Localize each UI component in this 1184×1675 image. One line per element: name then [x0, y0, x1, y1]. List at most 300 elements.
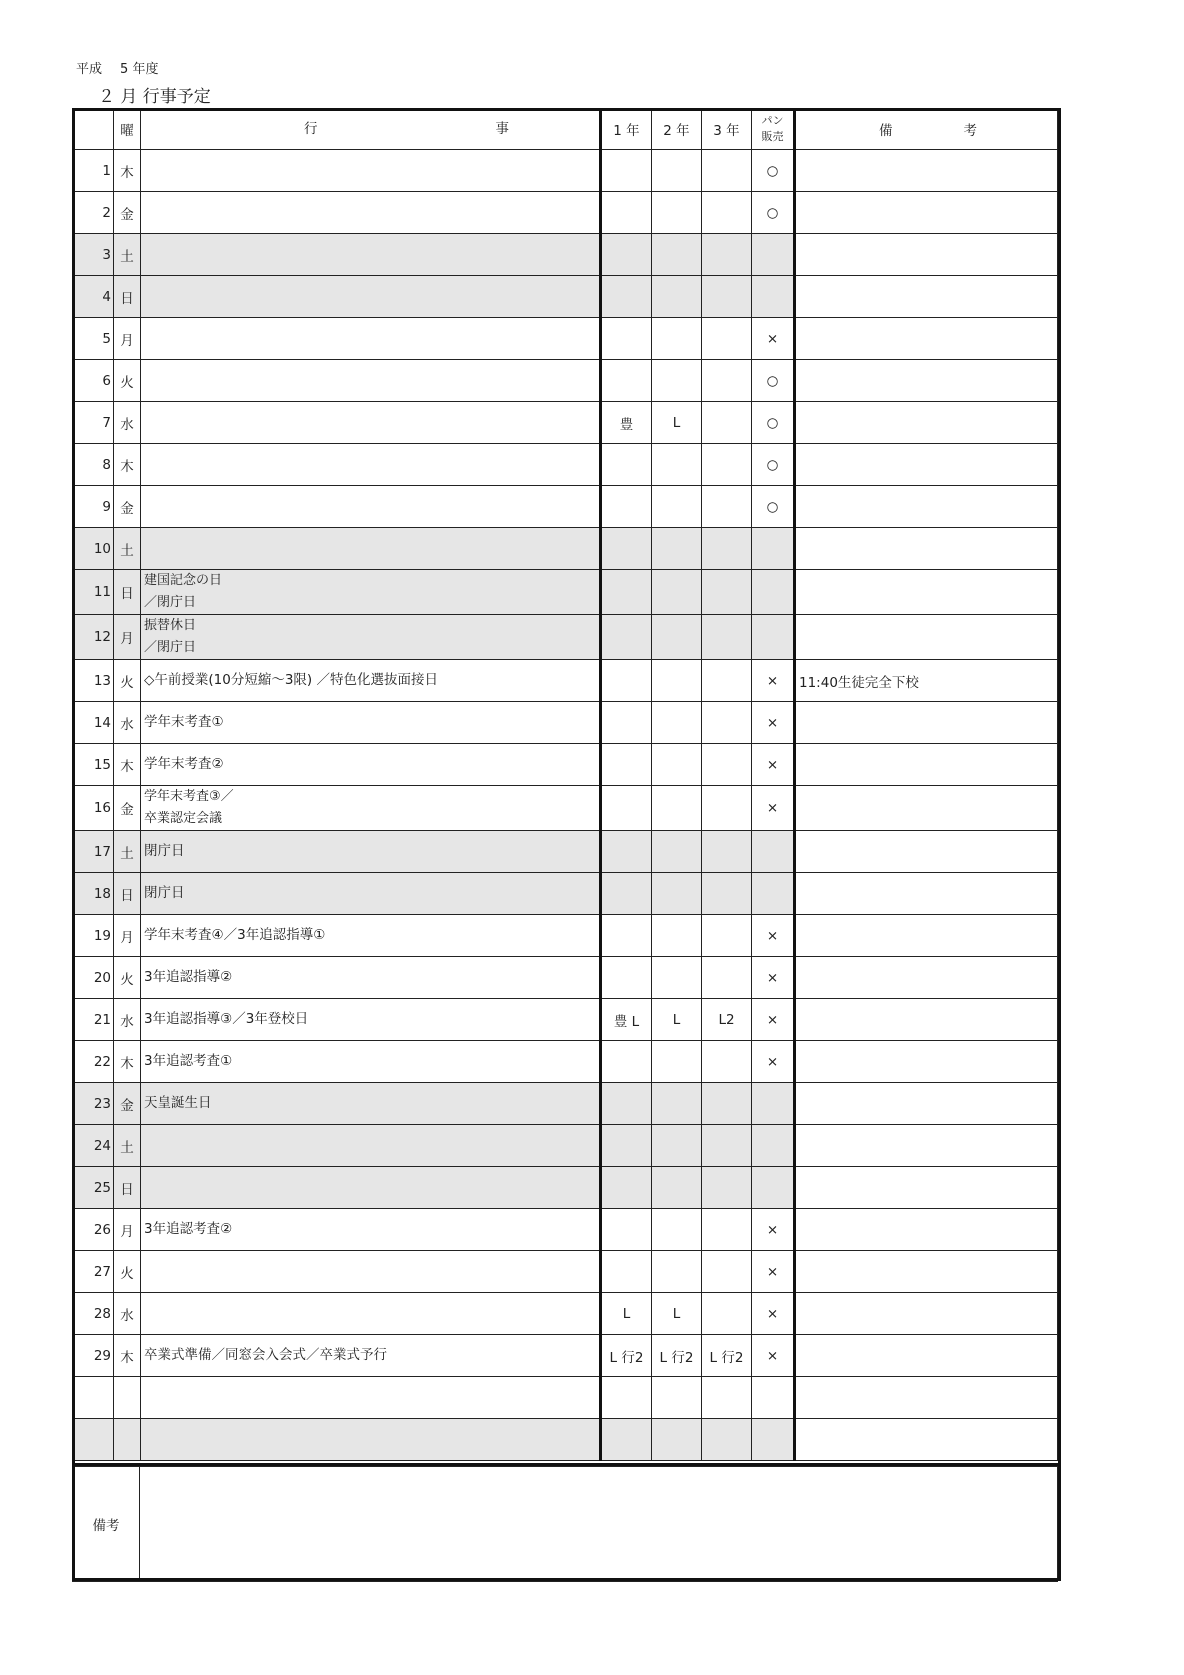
note-cell[interactable] [795, 1377, 1058, 1419]
pan-cell[interactable]: ○ [752, 150, 795, 192]
year2-cell[interactable] [652, 1083, 702, 1125]
note-cell[interactable]: 11:40生徒完全下校 [795, 660, 1058, 702]
weekday-cell[interactable]: 日 [114, 873, 141, 915]
year2-cell[interactable] [652, 786, 702, 831]
year1-cell[interactable] [601, 744, 652, 786]
event-line: 卒業認定会議 [144, 811, 223, 826]
weekday-cell[interactable]: 日 [114, 570, 141, 615]
year1-cell[interactable] [601, 1167, 652, 1209]
year2-cell[interactable] [652, 915, 702, 957]
pan-cell[interactable] [752, 1377, 795, 1419]
weekday-cell[interactable]: 木 [114, 744, 141, 786]
year2-header: 2 年 [652, 109, 702, 150]
day-cell[interactable]: 24 [73, 1125, 114, 1167]
year1-cell[interactable] [601, 702, 652, 744]
note-cell[interactable] [795, 615, 1058, 660]
year2-cell[interactable]: L 行2 [652, 1335, 702, 1377]
note-cell[interactable] [795, 831, 1058, 873]
event-line: ／閉庁日 [144, 640, 197, 655]
table-row [73, 1041, 1058, 1083]
day-cell[interactable]: 27 [73, 1251, 114, 1293]
weekday-cell[interactable]: 金 [114, 786, 141, 831]
day-cell[interactable]: 29 [73, 1335, 114, 1377]
remarks-content[interactable] [140, 1467, 1058, 1582]
year1-cell[interactable] [601, 786, 652, 831]
event-cell[interactable] [141, 1293, 601, 1335]
year2-cell[interactable]: L [652, 999, 702, 1041]
year3-cell[interactable]: L2 [702, 999, 752, 1041]
fiscal-year [76, 58, 158, 77]
note-header-b: 考 [963, 123, 977, 139]
day-cell[interactable]: 4 [73, 276, 114, 318]
table-row [73, 873, 1058, 915]
pan-cell[interactable]: × [752, 957, 795, 999]
pan-cell[interactable]: × [752, 702, 795, 744]
day-cell[interactable]: 26 [73, 1209, 114, 1251]
year1-cell[interactable] [601, 444, 652, 486]
table-row [73, 1251, 1058, 1293]
year2-cell[interactable] [652, 702, 702, 744]
year1-cell[interactable] [601, 915, 652, 957]
year3-cell[interactable] [702, 831, 752, 873]
weekday-cell[interactable]: 木 [114, 444, 141, 486]
note-cell[interactable] [795, 1125, 1058, 1167]
weekday-cell[interactable] [114, 1377, 141, 1419]
year3-cell[interactable] [702, 1293, 752, 1335]
year1-cell[interactable]: 豊 L [601, 999, 652, 1041]
weekday-cell[interactable]: 水 [114, 1293, 141, 1335]
table-row [73, 615, 1058, 660]
note-cell[interactable] [795, 999, 1058, 1041]
year2-cell[interactable]: L [652, 402, 702, 444]
day-cell[interactable] [73, 1377, 114, 1419]
weekday-cell[interactable]: 水 [114, 999, 141, 1041]
weekday-cell[interactable]: 月 [114, 318, 141, 360]
pan-cell[interactable]: ○ [752, 192, 795, 234]
event-cell[interactable]: 学年末考査④／3年追認指導① [141, 915, 601, 957]
pan-cell[interactable]: × [752, 318, 795, 360]
year2-cell[interactable] [652, 1209, 702, 1251]
day-cell[interactable]: 9 [73, 486, 114, 528]
event-line: 振替休日 [144, 618, 197, 633]
note-cell[interactable] [795, 786, 1058, 831]
table-row [73, 1125, 1058, 1167]
note-cell[interactable] [795, 570, 1058, 615]
year2-cell[interactable] [652, 318, 702, 360]
year2-cell[interactable] [652, 660, 702, 702]
weekday-cell[interactable]: 火 [114, 660, 141, 702]
year3-cell[interactable] [702, 786, 752, 831]
weekday-cell[interactable]: 水 [114, 702, 141, 744]
year1-cell[interactable] [601, 1041, 652, 1083]
pan-cell[interactable]: × [752, 1209, 795, 1251]
table-row [73, 744, 1058, 786]
weekday-cell[interactable] [114, 1419, 141, 1461]
year3-header: 3 年 [702, 109, 752, 150]
day-cell[interactable]: 16 [73, 786, 114, 831]
year3-cell[interactable] [702, 1041, 752, 1083]
year3-cell[interactable] [702, 1209, 752, 1251]
pan-cell[interactable]: × [752, 1335, 795, 1377]
event-cell[interactable] [141, 444, 601, 486]
event-cell[interactable] [141, 1251, 601, 1293]
day-cell[interactable]: 7 [73, 402, 114, 444]
year3-cell[interactable] [702, 1167, 752, 1209]
year1-cell[interactable] [601, 318, 652, 360]
day-cell[interactable] [73, 1419, 114, 1461]
note-cell[interactable] [795, 915, 1058, 957]
table-row [73, 150, 1058, 192]
year-suffix: 年度 [132, 62, 159, 77]
event-cell[interactable]: 学年末考査① [141, 702, 601, 744]
event-header [141, 109, 601, 150]
year2-cell[interactable] [652, 1041, 702, 1083]
table-row [73, 957, 1058, 999]
event-cell[interactable]: ◇午前授業(10分短縮～3限) ／特色化選抜面接日 [141, 660, 601, 702]
year3-cell[interactable] [702, 360, 752, 402]
weekday-cell[interactable]: 木 [114, 150, 141, 192]
year1-cell[interactable] [601, 486, 652, 528]
year2-cell[interactable] [652, 192, 702, 234]
year2-cell[interactable] [652, 1167, 702, 1209]
table-row [73, 1335, 1058, 1377]
table-row [73, 831, 1058, 873]
year1-cell[interactable] [601, 1125, 652, 1167]
day-cell[interactable]: 19 [73, 915, 114, 957]
table-row [73, 528, 1058, 570]
pan-cell[interactable] [752, 831, 795, 873]
weekday-cell[interactable]: 日 [114, 276, 141, 318]
year1-cell[interactable] [601, 1377, 652, 1419]
event-header-a: 行 [304, 120, 318, 137]
note-cell[interactable] [795, 444, 1058, 486]
weekday-cell[interactable]: 木 [114, 1041, 141, 1083]
schedule-table [72, 108, 1058, 1461]
year2-cell[interactable] [652, 1251, 702, 1293]
table-row [73, 360, 1058, 402]
remarks-label: 備考 [73, 1467, 140, 1582]
year1-cell[interactable] [601, 192, 652, 234]
note-cell[interactable] [795, 150, 1058, 192]
day-cell[interactable]: 15 [73, 744, 114, 786]
day-cell[interactable]: 3 [73, 234, 114, 276]
note-cell[interactable] [795, 744, 1058, 786]
weekday-cell[interactable]: 月 [114, 615, 141, 660]
event-line: 学年末考査③／ [144, 789, 234, 804]
weekday-cell[interactable]: 土 [114, 234, 141, 276]
year1-cell[interactable] [601, 528, 652, 570]
event-header-b: 事 [495, 120, 509, 137]
table-row [73, 702, 1058, 744]
note-cell[interactable] [795, 873, 1058, 915]
year1-cell[interactable] [601, 1083, 652, 1125]
event-cell[interactable] [141, 192, 601, 234]
note-cell[interactable] [795, 192, 1058, 234]
weekday-cell[interactable]: 月 [114, 915, 141, 957]
day-cell[interactable]: 5 [73, 318, 114, 360]
year3-cell[interactable] [702, 150, 752, 192]
year2-cell[interactable] [652, 873, 702, 915]
year1-cell[interactable] [601, 1419, 652, 1461]
event-cell[interactable] [141, 1125, 601, 1167]
year1-cell[interactable]: L [601, 1293, 652, 1335]
year1-cell[interactable] [601, 873, 652, 915]
pan-cell[interactable] [752, 1083, 795, 1125]
event-cell[interactable] [141, 234, 601, 276]
pan-cell[interactable]: × [752, 1251, 795, 1293]
pan-cell[interactable]: × [752, 1041, 795, 1083]
day-cell[interactable]: 18 [73, 873, 114, 915]
pan-cell[interactable] [752, 615, 795, 660]
day-cell[interactable]: 25 [73, 1167, 114, 1209]
pan-header-a: パン [761, 114, 784, 127]
note-cell[interactable] [795, 1419, 1058, 1461]
weekday-header: 曜 [114, 109, 141, 150]
event-cell[interactable]: 卒業式準備／同窓会入会式／卒業式予行 [141, 1335, 601, 1377]
event-cell[interactable]: 閉庁日 [141, 873, 601, 915]
year3-cell[interactable] [702, 1125, 752, 1167]
weekday-cell[interactable]: 日 [114, 1167, 141, 1209]
pan-header-b: 販売 [761, 130, 784, 143]
year2-cell[interactable] [652, 444, 702, 486]
year1-cell[interactable] [601, 660, 652, 702]
year1-cell[interactable] [601, 150, 652, 192]
year1-cell[interactable] [601, 570, 652, 615]
year3-cell[interactable] [702, 276, 752, 318]
weekday-cell[interactable]: 火 [114, 957, 141, 999]
pan-cell[interactable]: × [752, 660, 795, 702]
event-cell[interactable]: 3年追認考査① [141, 1041, 601, 1083]
year1-cell[interactable] [601, 360, 652, 402]
event-cell[interactable]: 学年末考査② [141, 744, 601, 786]
pan-cell[interactable]: ○ [752, 402, 795, 444]
event-cell[interactable] [141, 318, 601, 360]
day-cell[interactable]: 10 [73, 528, 114, 570]
year3-cell[interactable] [702, 615, 752, 660]
event-cell[interactable]: 3年追認指導③／3年登校日 [141, 999, 601, 1041]
note-cell[interactable] [795, 1293, 1058, 1335]
pan-cell[interactable]: × [752, 915, 795, 957]
year2-cell[interactable] [652, 1377, 702, 1419]
year2-cell[interactable] [652, 744, 702, 786]
event-cell[interactable] [141, 1419, 601, 1461]
weekday-cell[interactable]: 金 [114, 486, 141, 528]
year1-cell[interactable] [601, 1209, 652, 1251]
event-cell[interactable]: 閉庁日 [141, 831, 601, 873]
day-cell[interactable]: 23 [73, 1083, 114, 1125]
event-cell[interactable]: 天皇誕生日 [141, 1083, 601, 1125]
weekday-cell[interactable]: 木 [114, 1335, 141, 1377]
year3-cell[interactable] [702, 318, 752, 360]
day-cell[interactable]: 17 [73, 831, 114, 873]
table-row [73, 234, 1058, 276]
year2-cell[interactable] [652, 276, 702, 318]
note-cell[interactable] [795, 234, 1058, 276]
table-row [73, 1419, 1058, 1461]
pan-cell[interactable]: × [752, 1293, 795, 1335]
year1-cell[interactable] [601, 957, 652, 999]
pan-cell[interactable] [752, 1419, 795, 1461]
event-cell[interactable] [141, 615, 601, 660]
pan-cell[interactable] [752, 276, 795, 318]
pan-cell[interactable] [752, 1167, 795, 1209]
year1-cell[interactable] [601, 831, 652, 873]
event-cell[interactable] [141, 786, 601, 831]
year3-cell[interactable] [702, 1419, 752, 1461]
table-row [73, 660, 1058, 702]
year2-cell[interactable] [652, 1125, 702, 1167]
year1-cell[interactable] [601, 615, 652, 660]
year2-cell[interactable] [652, 234, 702, 276]
event-cell[interactable] [141, 1167, 601, 1209]
day-cell[interactable]: 20 [73, 957, 114, 999]
pan-cell[interactable] [752, 234, 795, 276]
year1-cell[interactable]: 豊 [601, 402, 652, 444]
day-cell[interactable]: 21 [73, 999, 114, 1041]
pan-cell[interactable]: × [752, 744, 795, 786]
day-cell[interactable]: 1 [73, 150, 114, 192]
weekday-cell[interactable]: 火 [114, 1251, 141, 1293]
note-cell[interactable] [795, 528, 1058, 570]
year2-cell[interactable] [652, 831, 702, 873]
year2-cell[interactable] [652, 486, 702, 528]
event-cell[interactable] [141, 486, 601, 528]
year3-cell[interactable] [702, 660, 752, 702]
event-line: ／閉庁日 [144, 595, 197, 610]
day-cell[interactable]: 11 [73, 570, 114, 615]
note-cell[interactable] [795, 1251, 1058, 1293]
pan-cell[interactable]: ○ [752, 444, 795, 486]
year1-header: 1 年 [601, 109, 652, 150]
year2-cell[interactable] [652, 1419, 702, 1461]
pan-cell[interactable] [752, 1125, 795, 1167]
year2-cell[interactable] [652, 528, 702, 570]
year3-cell[interactable] [702, 528, 752, 570]
note-cell[interactable] [795, 1335, 1058, 1377]
year2-cell[interactable]: L [652, 1293, 702, 1335]
header-row [73, 109, 1058, 150]
weekday-cell[interactable]: 火 [114, 360, 141, 402]
event-cell[interactable] [141, 528, 601, 570]
table-row [73, 1209, 1058, 1251]
weekday-cell[interactable]: 金 [114, 192, 141, 234]
event-line: 建国記念の日 [144, 573, 223, 588]
day-cell[interactable]: 28 [73, 1293, 114, 1335]
year3-cell[interactable] [702, 234, 752, 276]
table-row [73, 915, 1058, 957]
year2-cell[interactable] [652, 150, 702, 192]
note-cell[interactable] [795, 1167, 1058, 1209]
day-cell[interactable]: 6 [73, 360, 114, 402]
remarks-table [72, 1466, 1058, 1582]
year3-cell[interactable] [702, 1377, 752, 1419]
year3-cell[interactable] [702, 486, 752, 528]
table-row [73, 276, 1058, 318]
note-cell[interactable] [795, 1209, 1058, 1251]
event-cell[interactable] [141, 402, 601, 444]
weekday-cell[interactable]: 月 [114, 1209, 141, 1251]
pan-cell[interactable] [752, 873, 795, 915]
note-cell[interactable] [795, 360, 1058, 402]
note-cell[interactable] [795, 486, 1058, 528]
year2-cell[interactable] [652, 957, 702, 999]
day-cell[interactable]: 14 [73, 702, 114, 744]
pan-cell[interactable]: ○ [752, 486, 795, 528]
day-cell[interactable]: 12 [73, 615, 114, 660]
event-cell[interactable] [141, 360, 601, 402]
year3-cell[interactable] [702, 192, 752, 234]
event-cell[interactable]: 3年追認指導② [141, 957, 601, 999]
year3-cell[interactable] [702, 702, 752, 744]
day-cell[interactable]: 8 [73, 444, 114, 486]
year3-cell[interactable] [702, 570, 752, 615]
weekday-cell[interactable]: 土 [114, 528, 141, 570]
weekday-cell[interactable]: 金 [114, 1083, 141, 1125]
year1-cell[interactable] [601, 234, 652, 276]
event-cell[interactable] [141, 570, 601, 615]
note-cell[interactable] [795, 1041, 1058, 1083]
weekday-cell[interactable]: 土 [114, 1125, 141, 1167]
table-row [73, 999, 1058, 1041]
event-cell[interactable] [141, 150, 601, 192]
pan-cell[interactable]: × [752, 999, 795, 1041]
event-cell[interactable]: 3年追認考査② [141, 1209, 601, 1251]
table-row [73, 444, 1058, 486]
year3-cell[interactable] [702, 744, 752, 786]
note-cell[interactable] [795, 957, 1058, 999]
pan-cell[interactable]: ○ [752, 360, 795, 402]
note-cell[interactable] [795, 318, 1058, 360]
table-row [73, 486, 1058, 528]
event-cell[interactable] [141, 276, 601, 318]
year3-cell[interactable] [702, 957, 752, 999]
year1-cell[interactable] [601, 1251, 652, 1293]
day-cell[interactable]: 2 [73, 192, 114, 234]
year1-cell[interactable] [601, 276, 652, 318]
note-cell[interactable] [795, 276, 1058, 318]
note-cell[interactable] [795, 402, 1058, 444]
table-row [73, 1293, 1058, 1335]
note-header-a: 備 [879, 123, 893, 139]
year3-cell[interactable] [702, 402, 752, 444]
pan-cell[interactable] [752, 570, 795, 615]
year2-cell[interactable] [652, 360, 702, 402]
year3-cell[interactable] [702, 444, 752, 486]
year2-cell[interactable] [652, 570, 702, 615]
table-row [73, 402, 1058, 444]
day-cell[interactable]: 22 [73, 1041, 114, 1083]
weekday-cell[interactable]: 土 [114, 831, 141, 873]
year3-cell[interactable]: L 行2 [702, 1335, 752, 1377]
year3-cell[interactable] [702, 915, 752, 957]
note-cell[interactable] [795, 702, 1058, 744]
table-row [73, 318, 1058, 360]
table-row [73, 1083, 1058, 1125]
note-cell[interactable] [795, 1083, 1058, 1125]
pan-cell[interactable]: × [752, 786, 795, 831]
day-header [73, 109, 114, 150]
day-cell[interactable]: 13 [73, 660, 114, 702]
year3-cell[interactable] [702, 1083, 752, 1125]
weekday-cell[interactable]: 水 [114, 402, 141, 444]
event-cell[interactable] [141, 1377, 601, 1419]
pan-cell[interactable] [752, 528, 795, 570]
year1-cell[interactable]: L 行2 [601, 1335, 652, 1377]
table-row [73, 1377, 1058, 1419]
year2-cell[interactable] [652, 615, 702, 660]
year3-cell[interactable] [702, 1251, 752, 1293]
year3-cell[interactable] [702, 873, 752, 915]
